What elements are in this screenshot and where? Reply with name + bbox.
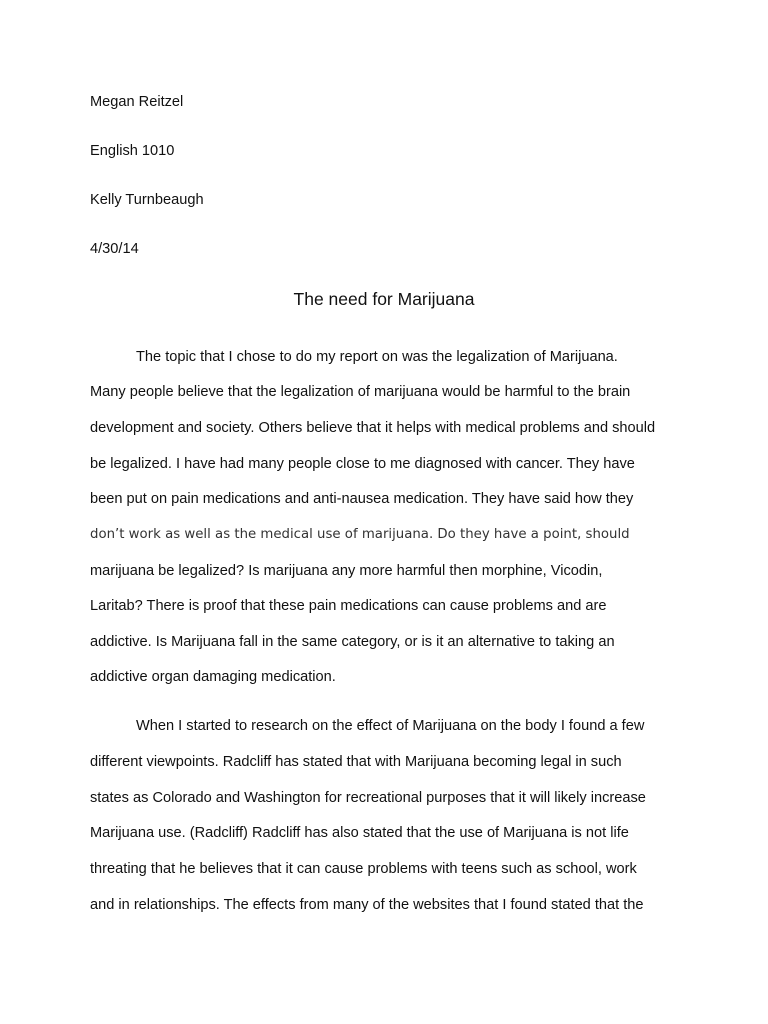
paragraph-line: Laritab? There is proof that these pain medications can cause problems and are (90, 598, 607, 614)
paragraph-line: states as Colorado and Washington for recreational purposes that it will likely increase (90, 790, 646, 806)
paragraph-line: be legalized. I have had many people close to me diagnosed with cancer. They have (90, 456, 635, 472)
paragraph-line: addictive. Is Marijuana fall in the same category, or is it an alternative to taking an (90, 634, 615, 650)
paragraph-line: different viewpoints. Radcliff has stated that with Marijuana becoming legal in such (90, 754, 622, 770)
paragraph-line: Many people believe that the legalization of marijuana would be harmful to the brain (90, 384, 631, 400)
paragraph-line: and in relationships. The effects from many of the websites that I found stated that the (90, 897, 644, 913)
paragraph-line: Marijuana use. (Radcliff) Radcliff has also stated that the use of Marijuana is not life (90, 825, 629, 841)
paragraph-line: addictive organ damaging medication. (90, 669, 336, 685)
instructor-name: Kelly Turnbeaugh (90, 192, 204, 208)
paragraph-line: marijuana be legalized? Is marijuana any more harmful then morphine, Vicodin, (90, 563, 603, 579)
essay-title: The need for Marijuana (293, 289, 475, 309)
author-name: Megan Reitzel (90, 94, 184, 110)
paragraph-line: The topic that I chose to do my report on was the legalization of Marijuana. (136, 349, 618, 365)
paragraph-line: been put on pain medications and anti-nausea medication. They have said how they (90, 491, 634, 507)
paragraph-line: threating that he believes that it can cause problems with teens such as school, work (90, 861, 637, 877)
paragraph-line: don’t work as well as the medical use of marijuana. Do they have a point, should (90, 527, 630, 542)
paragraph-line: When I started to research on the effect of Marijuana on the body I found a few (136, 718, 645, 734)
date: 4/30/14 (90, 241, 139, 257)
paragraph-line: development and society. Others believe that it helps with medical problems and should (90, 420, 656, 436)
course-name: English 1010 (90, 143, 175, 159)
